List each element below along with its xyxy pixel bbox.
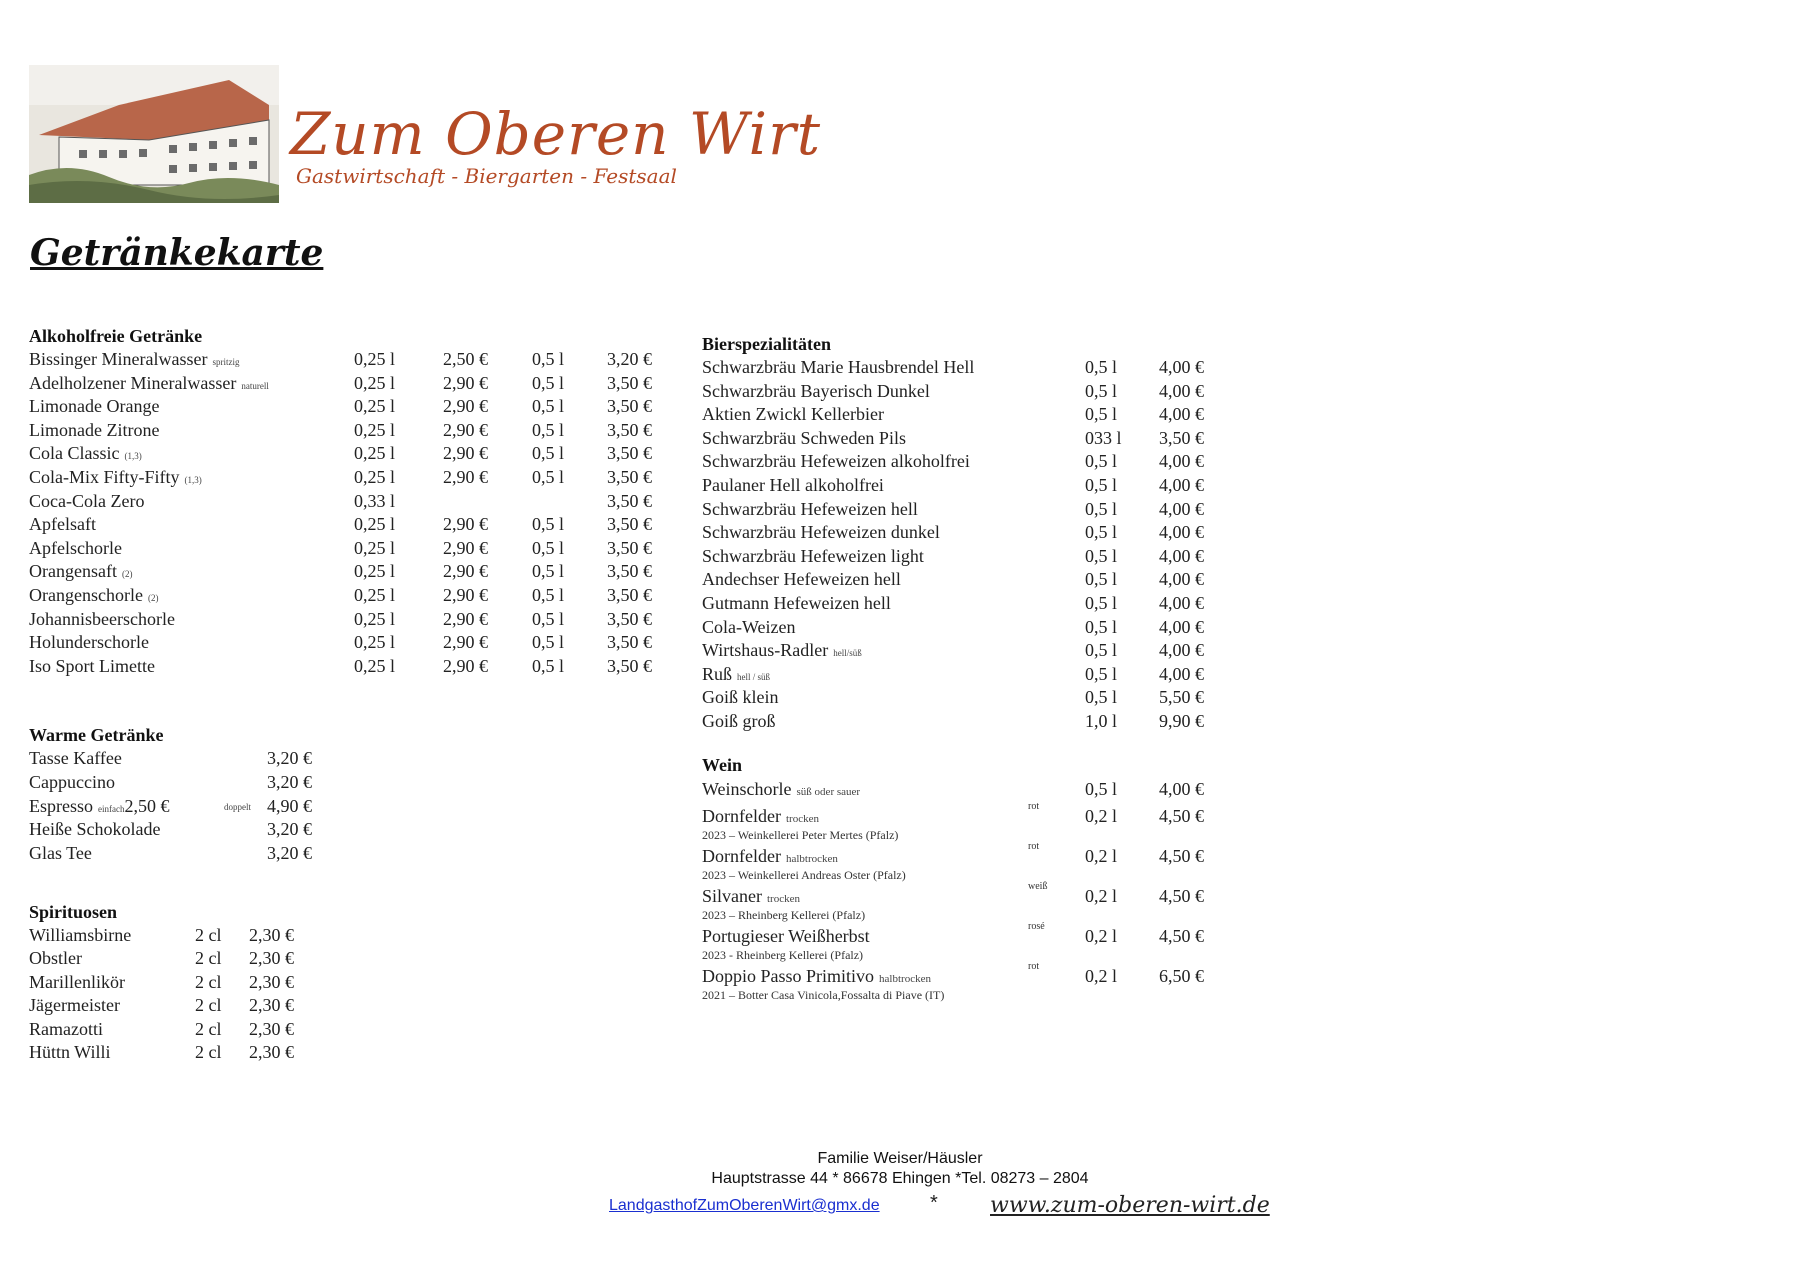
drink-name: Apfelschorle (29, 537, 122, 558)
wine-name: Dornfelder (702, 846, 781, 866)
spirit-price: 2,30 € (249, 1042, 294, 1062)
volume-small: 0,25 l (354, 655, 396, 676)
beer-name-wrap (702, 475, 884, 496)
section-title-spirits: Spirituosen (29, 902, 118, 922)
spirit-volume: 2 cl (195, 1042, 222, 1062)
wine-color: rot (1028, 841, 1040, 852)
beer-volume: 0,5 l (1085, 640, 1118, 661)
wine-note: trocken (785, 813, 819, 825)
beer-volume: 0,5 l (1085, 451, 1118, 472)
spirit-volume: 2 cl (195, 925, 222, 945)
wine-volume: 0,2 l (1085, 806, 1118, 826)
drink-name-text: Cola-Mix Fifty-Fifty (29, 467, 180, 487)
volume-small: 0,25 l (354, 514, 396, 535)
beer-name-wrap (702, 546, 924, 567)
drink-row (29, 538, 669, 561)
beer-name-wrap (702, 711, 776, 732)
beer-name: Wirtshaus-Radler (702, 640, 829, 661)
beer-name: Schwarzbräu Hefeweizen alkoholfrei (702, 451, 970, 472)
spirit-volume: 2 cl (195, 1018, 222, 1039)
volume-small: 0,25 l (354, 632, 396, 653)
price-large: 3,50 € (607, 490, 652, 511)
beer-name-wrap (702, 499, 918, 520)
drink-row (29, 349, 669, 372)
wine-schorle-row (702, 779, 1222, 802)
price-small: 2,90 € (443, 585, 488, 605)
drink-note: doppelt (224, 802, 251, 812)
drink-name: Espresso (29, 796, 93, 816)
beer-volume: 0,5 l (1085, 404, 1118, 425)
wine-note: halbtrocken (785, 853, 838, 865)
spirit-name: Williamsbirne (29, 925, 132, 945)
price-large: 3,50 € (607, 419, 652, 440)
drink-name-text: Orangenschorle (29, 585, 143, 605)
drink-price: 3,20 € (267, 819, 312, 839)
spirit-price: 2,30 € (249, 925, 294, 945)
wine-volume: 0,2 l (1085, 886, 1118, 906)
spirit-volume: 2 cl (195, 995, 222, 1016)
beer-row (702, 546, 1222, 569)
volume-small: 0,25 l (354, 419, 396, 440)
beer-name-wrap (702, 569, 901, 590)
beer-name-wrap (702, 357, 974, 378)
drink-note: (2) (121, 569, 133, 580)
drink-name-with-note (29, 373, 269, 394)
drink-name: Limonade Zitrone (29, 419, 160, 440)
beer-name: Ruß (702, 663, 733, 684)
section-title-beer: Bierspezialitäten (702, 334, 831, 354)
beer-row (702, 687, 1222, 710)
beer-name: Schwarzbräu Marie Hausbrendel Hell (702, 357, 975, 377)
wine-row (702, 881, 1222, 909)
beer-name: Aktien Zwickl Kellerbier (702, 404, 884, 425)
beer-price: 4,00 € (1159, 593, 1204, 613)
wine-color: rosé (1028, 921, 1045, 932)
beer-note: hell / süß (737, 671, 771, 682)
drink-name: Tasse Kaffee (29, 748, 122, 768)
beer-name: Andechser Hefeweizen hell (702, 569, 901, 590)
wine-color: rot (1028, 961, 1040, 972)
wine-price: 4,50 € (1159, 926, 1204, 946)
wine-volume: 0,5 l (1085, 779, 1118, 799)
beer-name-wrap (702, 664, 770, 685)
beer-name: Schwarzbräu Schweden Pils (702, 427, 906, 448)
wine-color: weiß (1028, 881, 1048, 892)
volume-small: 0,25 l (354, 561, 396, 582)
beer-price: 4,00 € (1159, 616, 1204, 637)
wine-price: 4,00 € (1159, 779, 1204, 799)
volume-large: 0,5 l (532, 537, 565, 558)
beer-name-wrap (702, 593, 891, 614)
drink-name-with-note (29, 349, 239, 370)
beer-name-wrap (702, 687, 779, 708)
beer-volume: 033 l (1085, 427, 1122, 448)
price-small: 2,90 € (443, 632, 488, 653)
beer-price: 4,00 € (1159, 451, 1204, 472)
beer-volume: 0,5 l (1085, 569, 1118, 590)
beer-volume: 0,5 l (1085, 663, 1118, 684)
menu-title: Getränkekarte (30, 232, 324, 274)
beer-volume: 0,5 l (1085, 498, 1118, 519)
drink-name: Glas Tee (29, 843, 92, 863)
price-small: 2,90 € (443, 396, 488, 417)
spirit-name: Obstler (29, 948, 82, 969)
price-large: 3,50 € (607, 514, 652, 535)
spirit-row (29, 925, 329, 948)
beer-price: 4,00 € (1159, 545, 1204, 566)
volume-small: 0,25 l (354, 349, 396, 369)
volume-small: 0,25 l (354, 443, 396, 464)
volume-large: 0,5 l (532, 585, 565, 605)
drink-row (29, 656, 669, 679)
drink-row (29, 420, 669, 443)
volume-large: 0,5 l (532, 655, 565, 676)
section-title-warm: Warme Getränke (29, 725, 164, 745)
wine-volume: 0,2 l (1085, 966, 1118, 986)
footer-separator: * (930, 1192, 938, 1214)
espresso-row (29, 796, 349, 819)
volume-small: 0,25 l (354, 372, 396, 393)
beer-row (702, 428, 1222, 451)
drink-price: 3,20 € (267, 843, 312, 863)
footer-family: Familie Weiser/Häusler (817, 1150, 983, 1167)
beer-volume: 0,5 l (1085, 545, 1118, 566)
beer-volume: 0,5 l (1085, 357, 1118, 377)
price-large: 3,50 € (607, 396, 652, 417)
beer-price: 4,00 € (1159, 640, 1204, 661)
drink-name: Cappuccino (29, 772, 115, 792)
drink-price-single: 2,50 € (124, 796, 170, 816)
wine-name: Doppio Passo Primitivo (702, 966, 875, 986)
beer-name-wrap (702, 640, 862, 661)
volume-small: 0,25 l (354, 537, 396, 558)
drink-name: Apfelsaft (29, 514, 96, 535)
beer-row (702, 711, 1222, 734)
price-small: 2,90 € (443, 443, 488, 464)
beer-price: 4,00 € (1159, 522, 1204, 543)
spirit-name: Ramazotti (29, 1018, 103, 1039)
wine-name-wrap (702, 966, 931, 987)
beer-name-wrap (702, 404, 884, 425)
wine-volume: 0,2 l (1085, 846, 1118, 866)
price-small: 2,90 € (443, 561, 488, 582)
wine-note: halbtrocken (879, 973, 931, 985)
drink-row (29, 561, 669, 584)
beer-name: Goiß groß (702, 711, 776, 731)
inn-watercolor-image (29, 65, 279, 203)
volume-small: 0,25 l (354, 467, 396, 487)
price-large: 3,20 € (607, 349, 652, 369)
warm-row (29, 819, 349, 842)
beer-volume: 0,5 l (1085, 616, 1118, 637)
price-small: 2,90 € (443, 419, 488, 440)
price-large: 3,50 € (607, 443, 652, 464)
email-link[interactable]: LandgasthofZumOberenWirt@gmx.de (609, 1197, 880, 1214)
drink-row (29, 585, 669, 608)
wine-volume: 0,2 l (1085, 926, 1118, 946)
wine-origin: 2023 – Weinkellerei Andreas Oster (Pfalz) (702, 868, 906, 882)
drink-price: 3,20 € (267, 748, 312, 768)
drink-row (29, 609, 669, 632)
wine-name-wrap (702, 846, 838, 867)
drink-row (29, 491, 669, 514)
drink-name: Holunderschorle (29, 632, 149, 653)
wine-name-wrap (702, 779, 860, 800)
wine-color: rot (1028, 801, 1040, 812)
beer-row (702, 475, 1222, 498)
beer-note: hell/süß (833, 648, 862, 659)
beer-name: Goiß klein (702, 687, 779, 708)
wine-origin: 2021 – Botter Casa Vinicola,Fossalta di Piave (IT) (702, 988, 945, 1002)
spirit-row (29, 1019, 329, 1042)
beer-row (702, 640, 1222, 663)
spirit-price: 2,30 € (249, 971, 294, 992)
beer-name-wrap (702, 381, 930, 402)
beer-price: 4,00 € (1159, 475, 1204, 495)
drink-row (29, 467, 669, 490)
beer-row (702, 451, 1222, 474)
drink-row (29, 396, 669, 419)
wine-row (702, 961, 1222, 989)
drink-name-with-note (29, 561, 132, 582)
beer-volume: 0,5 l (1085, 475, 1118, 495)
drink-note: naturell (241, 380, 269, 391)
drink-note: (1,3) (184, 475, 202, 485)
beer-name-wrap (702, 428, 906, 449)
price-large: 3,50 € (607, 632, 652, 653)
drink-name: Coca-Cola Zero (29, 490, 145, 511)
wine-note: süß oder sauer (796, 786, 861, 798)
drink-price: 3,20 € (267, 772, 312, 792)
espresso-name-wrap (29, 796, 169, 817)
beer-volume: 0,5 l (1085, 380, 1118, 401)
beer-row (702, 404, 1222, 427)
warm-row (29, 748, 349, 771)
price-small: 2,90 € (443, 372, 488, 393)
spirit-row (29, 995, 329, 1018)
wine-name-wrap (702, 926, 870, 947)
wine-price: 6,50 € (1159, 966, 1204, 986)
volume-large: 0,5 l (532, 349, 565, 369)
beer-volume: 0,5 l (1085, 593, 1118, 613)
drink-price-double: 4,90 € (267, 796, 312, 816)
beer-volume: 1,0 l (1085, 711, 1118, 731)
beer-price: 3,50 € (1159, 427, 1204, 448)
drink-row (29, 632, 669, 655)
beer-name-wrap (702, 451, 970, 472)
beer-row (702, 569, 1222, 592)
price-large: 3,50 € (607, 655, 652, 676)
spirit-name: Jägermeister (29, 995, 120, 1016)
price-large: 3,50 € (607, 608, 652, 629)
price-small: 2,50 € (443, 349, 488, 369)
wine-name-wrap (702, 806, 819, 827)
beer-row (702, 381, 1222, 404)
brand-tagline: Gastwirtschaft - Biergarten - Festsaal (296, 164, 677, 188)
volume-large: 0,5 l (532, 419, 565, 440)
beer-volume: 0,5 l (1085, 687, 1118, 708)
drink-row (29, 443, 669, 466)
beer-volume: 0,5 l (1085, 522, 1118, 543)
drink-name-text: Adelholzener Mineralwasser (29, 372, 237, 393)
price-small: 2,90 € (443, 537, 488, 558)
wine-row (702, 801, 1222, 829)
volume-large: 0,5 l (532, 467, 565, 487)
volume-small: 0,33 l (354, 490, 396, 511)
wine-note: trocken (767, 893, 800, 905)
drink-note: (2) (147, 593, 159, 603)
volume-large: 0,5 l (532, 514, 565, 535)
drink-name-text: Cola Classic (29, 443, 120, 464)
wine-name: Silvaner (702, 886, 762, 906)
spirit-price: 2,30 € (249, 995, 294, 1016)
beer-price: 4,00 € (1159, 498, 1204, 519)
warm-row (29, 772, 349, 795)
beer-name: Schwarzbräu Hefeweizen dunkel (702, 522, 940, 543)
drink-name-with-note (29, 585, 158, 606)
beer-name: Gutmann Hefeweizen hell (702, 593, 891, 613)
footer-address: Hauptstrasse 44 * 86678 Ehingen *Tel. 08273 – 2804 (711, 1170, 1089, 1187)
drink-name: Limonade Orange (29, 396, 160, 417)
price-large: 3,50 € (607, 467, 652, 487)
wine-name: Portugieser Weißherbst (702, 926, 870, 946)
drink-name-with-note (29, 467, 202, 488)
volume-large: 0,5 l (532, 443, 565, 464)
volume-large: 0,5 l (532, 561, 565, 582)
price-large: 3,50 € (607, 537, 652, 558)
beer-name: Cola-Weizen (702, 616, 796, 637)
wine-price: 4,50 € (1159, 806, 1204, 826)
drink-note: (1,3) (124, 451, 142, 462)
volume-small: 0,25 l (354, 396, 396, 417)
drink-note: einfach (98, 804, 125, 814)
drink-name: Johannisbeerschorle (29, 608, 175, 629)
beer-price: 4,00 € (1159, 357, 1204, 377)
drink-name-with-note (29, 443, 142, 464)
price-large: 3,50 € (607, 585, 652, 605)
beer-name-wrap (702, 522, 940, 543)
drink-name-text: Orangensaft (29, 561, 117, 582)
drink-note: spritzig (212, 357, 240, 367)
section-title-wine: Wein (702, 755, 743, 775)
wine-origin: 2023 – Weinkellerei Peter Mertes (Pfalz) (702, 828, 899, 842)
price-small: 2,90 € (443, 514, 488, 535)
price-large: 3,50 € (607, 561, 652, 582)
spirit-volume: 2 cl (195, 948, 222, 969)
spirit-row (29, 972, 329, 995)
spirit-volume: 2 cl (195, 971, 222, 992)
wine-origin: 2023 – Rheinberg Kellerei (Pfalz) (702, 908, 866, 922)
beer-row (702, 522, 1222, 545)
brand-name: Zum Oberen Wirt (290, 100, 822, 168)
wine-price: 4,50 € (1159, 886, 1204, 906)
beer-name: Schwarzbräu Bayerisch Dunkel (702, 380, 930, 401)
beer-price: 4,00 € (1159, 663, 1204, 684)
beer-name: Schwarzbräu Hefeweizen hell (702, 498, 918, 519)
volume-small: 0,25 l (354, 585, 396, 605)
beer-row (702, 617, 1222, 640)
beer-price: 4,00 € (1159, 569, 1204, 590)
beer-row (702, 357, 1222, 380)
wine-origin: 2023 - Rheinberg Kellerei (Pfalz) (702, 948, 864, 962)
spirit-row (29, 1042, 329, 1065)
volume-large: 0,5 l (532, 396, 565, 417)
volume-large: 0,5 l (532, 372, 565, 393)
website-link[interactable]: www.zum-oberen-wirt.de (990, 1193, 1270, 1218)
beer-row (702, 664, 1222, 687)
wine-name: Dornfelder (702, 806, 781, 826)
beer-name: Paulaner Hell alkoholfrei (702, 475, 884, 495)
wine-price: 4,50 € (1159, 846, 1204, 866)
beer-price: 5,50 € (1159, 687, 1204, 708)
drink-name: Iso Sport Limette (29, 655, 155, 676)
wine-row (702, 921, 1222, 949)
section-title-alkoholfrei: Alkoholfreie Getränke (29, 326, 203, 346)
drink-name: Heiße Schokolade (29, 819, 161, 839)
wine-name: Weinschorle (702, 779, 792, 799)
beer-price: 4,00 € (1159, 404, 1204, 425)
beer-price: 9,90 € (1159, 711, 1204, 731)
drink-row (29, 514, 669, 537)
beer-name-wrap (702, 617, 796, 638)
price-large: 3,50 € (607, 372, 652, 393)
spirit-price: 2,30 € (249, 948, 294, 969)
beer-price: 4,00 € (1159, 380, 1204, 401)
spirit-name: Hüttn Willi (29, 1042, 111, 1062)
warm-row (29, 843, 349, 866)
spirit-name: Marillenlikör (29, 971, 125, 992)
beer-row (702, 499, 1222, 522)
volume-small: 0,25 l (354, 608, 396, 629)
wine-row (702, 841, 1222, 869)
volume-large: 0,5 l (532, 632, 565, 653)
drink-name-text: Bissinger Mineralwasser (29, 349, 208, 369)
price-small: 2,90 € (443, 655, 488, 676)
spirit-row (29, 948, 329, 971)
spirit-price: 2,30 € (249, 1018, 294, 1039)
beer-name: Schwarzbräu Hefeweizen light (702, 545, 924, 566)
price-small: 2,90 € (443, 467, 488, 487)
beer-row (702, 593, 1222, 616)
wine-name-wrap (702, 886, 800, 907)
price-small: 2,90 € (443, 608, 488, 629)
drink-row (29, 373, 669, 396)
volume-large: 0,5 l (532, 608, 565, 629)
